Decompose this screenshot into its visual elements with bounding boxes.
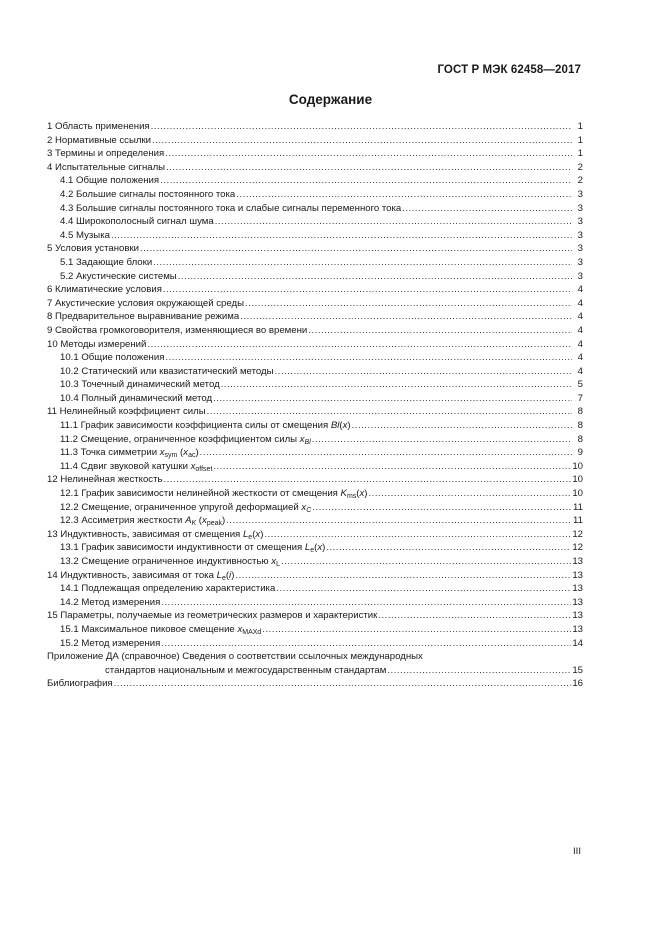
toc-entry[interactable]: 15 Параметры, получаемые из геометрических размеров и характеристик ..... 13 — [47, 609, 583, 623]
toc-entry[interactable]: 5 Условия установки ..... 3 — [47, 242, 583, 256]
toc-entry[interactable]: 12.3 Ассиметрия жесткости $A_K$ $(x_{peak})$ ..... 11 — [47, 514, 583, 528]
toc-entry[interactable]: 13 Индуктивность, зависимая от смещения $L_e(x)$ ..... 12 — [47, 528, 583, 542]
toc-entry[interactable]: 1 Область применения ..... 1 — [47, 120, 583, 134]
toc-entry-continuation[interactable]: стандартов национальным и межгосударственным стандартам ..... 15 — [47, 664, 583, 678]
toc-entry[interactable]: 15.1 Максимальное пиковое смещение $x_{MAXd}$ ..... 13 — [47, 623, 583, 637]
toc-entry[interactable]: 8 Предварительное выравнивание режима ..... 4 — [47, 310, 583, 324]
toc-entry[interactable]: 12.2 Смещение, ограниченное упругой деформацией $x_C$ ..... 11 — [47, 501, 583, 515]
toc-entry[interactable]: 14 Индуктивность, зависимая от тока $L_e(i)$ ..... 13 — [47, 569, 583, 583]
toc-entry[interactable]: 6 Климатические условия ..... 4 — [47, 283, 583, 297]
toc-entry[interactable]: 12 Нелинейная жесткость ..... 10 — [47, 473, 583, 487]
toc-entry[interactable]: 11.1 График зависимости коэффициента силы от смещения Bl(x) ..... 8 — [47, 419, 583, 433]
page-title: Содержание — [288, 92, 373, 107]
table-of-contents — [47, 120, 583, 691]
document-id: ГОСТ Р МЭК 62458—2017 — [437, 64, 581, 76]
toc-entry[interactable]: 14.2 Метод измерения ..... 13 — [47, 596, 583, 610]
toc-entry[interactable]: 10.4 Полный динамический метод ..... 7 — [47, 392, 583, 406]
toc-entry[interactable]: 5.2 Акустические системы ..... 3 — [47, 270, 583, 284]
toc-entry[interactable]: Приложение ДА (справочное) Сведения о соответствии ссылочных международных — [47, 651, 423, 663]
toc-entry[interactable]: 10.3 Точечный динамический метод ..... 5 — [47, 378, 583, 392]
toc-entry[interactable]: 4.5 Музыка ..... 3 — [47, 229, 583, 243]
toc-entry[interactable]: 12.1 График зависимости нелинейной жесткости от смещения $K_{ms}(x)$ ..... 10 — [47, 487, 583, 501]
toc-entry[interactable]: 4.4 Широкополосный сигнал шума ..... 3 — [47, 215, 583, 229]
toc-entry[interactable]: 10 Методы измерений ..... 4 — [47, 338, 583, 352]
toc-entry[interactable]: 13.1 График зависимости индуктивности от смещения $L_e(x)$ ..... 12 — [47, 541, 583, 555]
toc-entry[interactable]: 4 Испытательные сигналы ..... 2 — [47, 161, 583, 175]
toc-entry[interactable]: 5.1 Задающие блоки ..... 3 — [47, 256, 583, 270]
toc-entry[interactable]: 2 Нормативные ссылки ..... 1 — [47, 134, 583, 148]
toc-entry[interactable]: 13.2 Смещение ограниченное индуктивностью $x_L$ ..... 13 — [47, 555, 583, 569]
toc-entry[interactable]: 14.1 Подлежащая определению характеристика ..... 13 — [47, 582, 583, 596]
toc-entry[interactable]: 10.2 Статический или квазистатический методы ..... 4 — [47, 365, 583, 379]
toc-entry[interactable]: 9 Свойства громкоговорителя, изменяющиеся во времени ..... 4 — [47, 324, 583, 338]
toc-entry[interactable]: 15.2 Метод измерения ..... 14 — [47, 637, 583, 651]
toc-entry[interactable]: 10.1 Общие положения ..... 4 — [47, 351, 583, 365]
toc-entry[interactable]: 11.4 Сдвиг звуковой катушки $x_{offset}$ ..... 10 — [47, 460, 583, 474]
toc-entry[interactable]: 4.3 Большие сигналы постоянного тока и слабые сигналы переменного тока ..... 3 — [47, 202, 583, 216]
toc-entry[interactable]: 11.3 Точка симметрии $x_{sym}$ $(x_{ac})$ ..... 9 — [47, 446, 583, 460]
toc-entry[interactable]: 4.1 Общие положения ..... 2 — [47, 174, 583, 188]
toc-entry[interactable]: 3 Термины и определения ..... 1 — [47, 147, 583, 161]
toc-entry[interactable]: 7 Акустические условия окружающей среды ..... 4 — [47, 297, 583, 311]
toc-entry[interactable]: 11.2 Смещение, ограниченное коэффициентом силы $x_{Bl}$ ..... 8 — [47, 433, 583, 447]
toc-entry[interactable]: Библиография ..... 16 — [47, 677, 583, 691]
toc-entry[interactable]: 11 Нелинейный коэффициент силы ..... 8 — [47, 405, 583, 419]
toc-entry[interactable]: 4.2 Большие сигналы постоянного тока ..... 3 — [47, 188, 583, 202]
page-number: III — [573, 846, 581, 857]
